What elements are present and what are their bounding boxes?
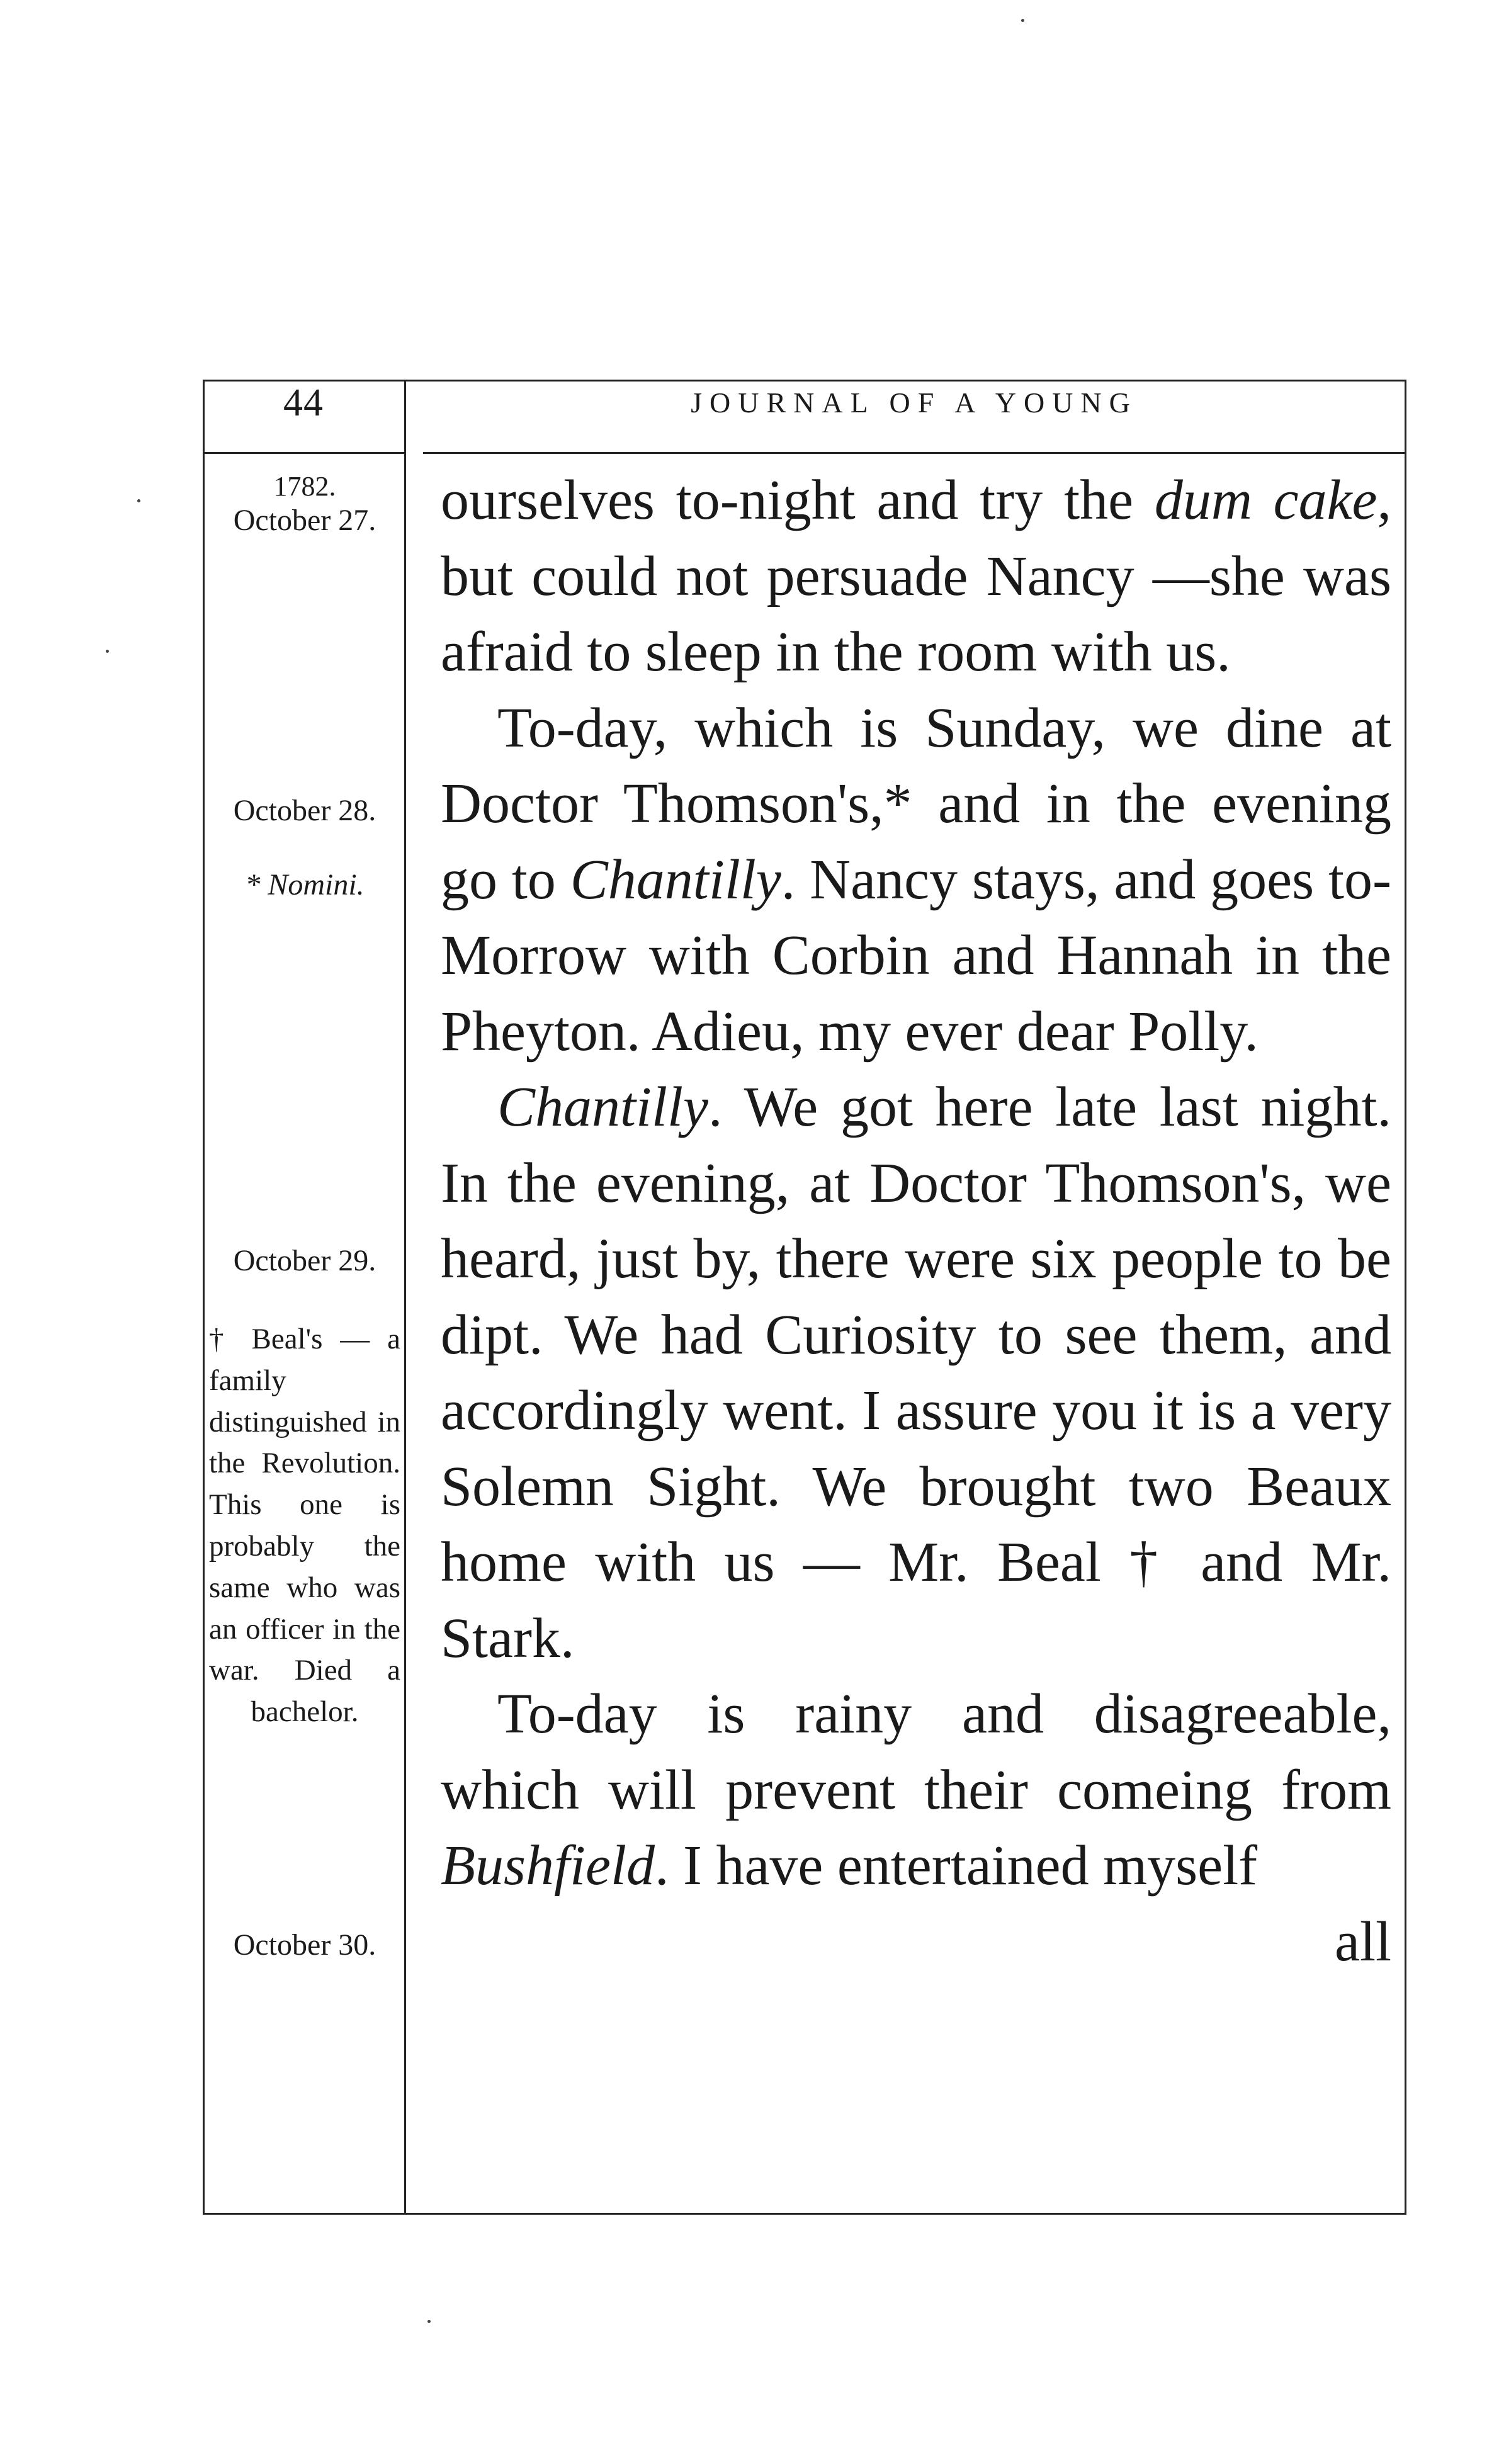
margin-date-october-29: October 29. <box>233 1244 376 1277</box>
page-number: 44 <box>283 381 324 424</box>
p4-italic-bushfield: Bushfield <box>441 1834 655 1897</box>
journal-body <box>441 463 1391 1980</box>
speck <box>427 2320 431 2323</box>
paragraph-3 <box>441 1070 1391 1676</box>
margin-footnote-beal: † Beal's — a family distinguished in the Revolution. This one is probably the same who was an officer in the war. Died a bachelor. <box>209 1323 400 1729</box>
speck <box>1021 19 1024 22</box>
p1-italic-dum-cake: dum cake <box>1154 469 1377 531</box>
margin-date-october-27 <box>209 471 400 538</box>
paragraph-2 <box>441 691 1391 1070</box>
margin-date-label: October 27. <box>233 503 376 537</box>
p2-text-b: . Nancy stays, and goes to-Morrow with Corbin and Hannah in the Pheyton. Adieu, my ever dear Polly. <box>441 848 1391 1063</box>
margin-date-october-30: October 30. <box>233 1928 376 1962</box>
header-rule-right <box>423 452 1405 454</box>
p4-text-b: . I have entertained myself <box>654 1834 1258 1897</box>
margin-footnote-nomini: * Nomini. <box>245 868 365 901</box>
margin-divider <box>404 380 406 2215</box>
paragraph-1 <box>441 463 1391 691</box>
margin-date-october-28: October 28. <box>233 794 376 827</box>
paragraph-catchword: all <box>1335 1910 1391 1973</box>
paragraph-4 <box>441 1676 1391 1904</box>
p4-text-a: To-day is rainy and disagreeable, which will prevent their comeing from <box>441 1683 1391 1821</box>
p2-text-a: To-day, which is Sunday, we dine at Doctor Thomson's,* and in the evening go to <box>441 696 1391 911</box>
header-rule-left <box>203 452 405 454</box>
speck <box>106 650 109 653</box>
p3-italic-chantilly: Chantilly <box>497 1076 708 1138</box>
margin-year: 1782. <box>273 471 336 502</box>
p2-italic-chantilly: Chantilly <box>570 848 781 911</box>
p1-text-a: ourselves to-night and try the <box>441 469 1155 531</box>
p3-text-b: . We got here late last night. In the evening, at Doctor Thomson's, we heard, just by, there were six people to be dipt. We had Curiosity to see them, and accordingly went. I assure you it is a very Solemn Sight. We brought two Beaux home with us — Mr. Beal † and Mr. Stark. <box>441 1076 1391 1670</box>
speck <box>137 499 140 502</box>
running-head: JOURNAL OF A YOUNG <box>691 387 1138 419</box>
p1-text-b: , but could not persuade Nancy —she was afraid to sleep in the room with us. <box>441 469 1391 683</box>
